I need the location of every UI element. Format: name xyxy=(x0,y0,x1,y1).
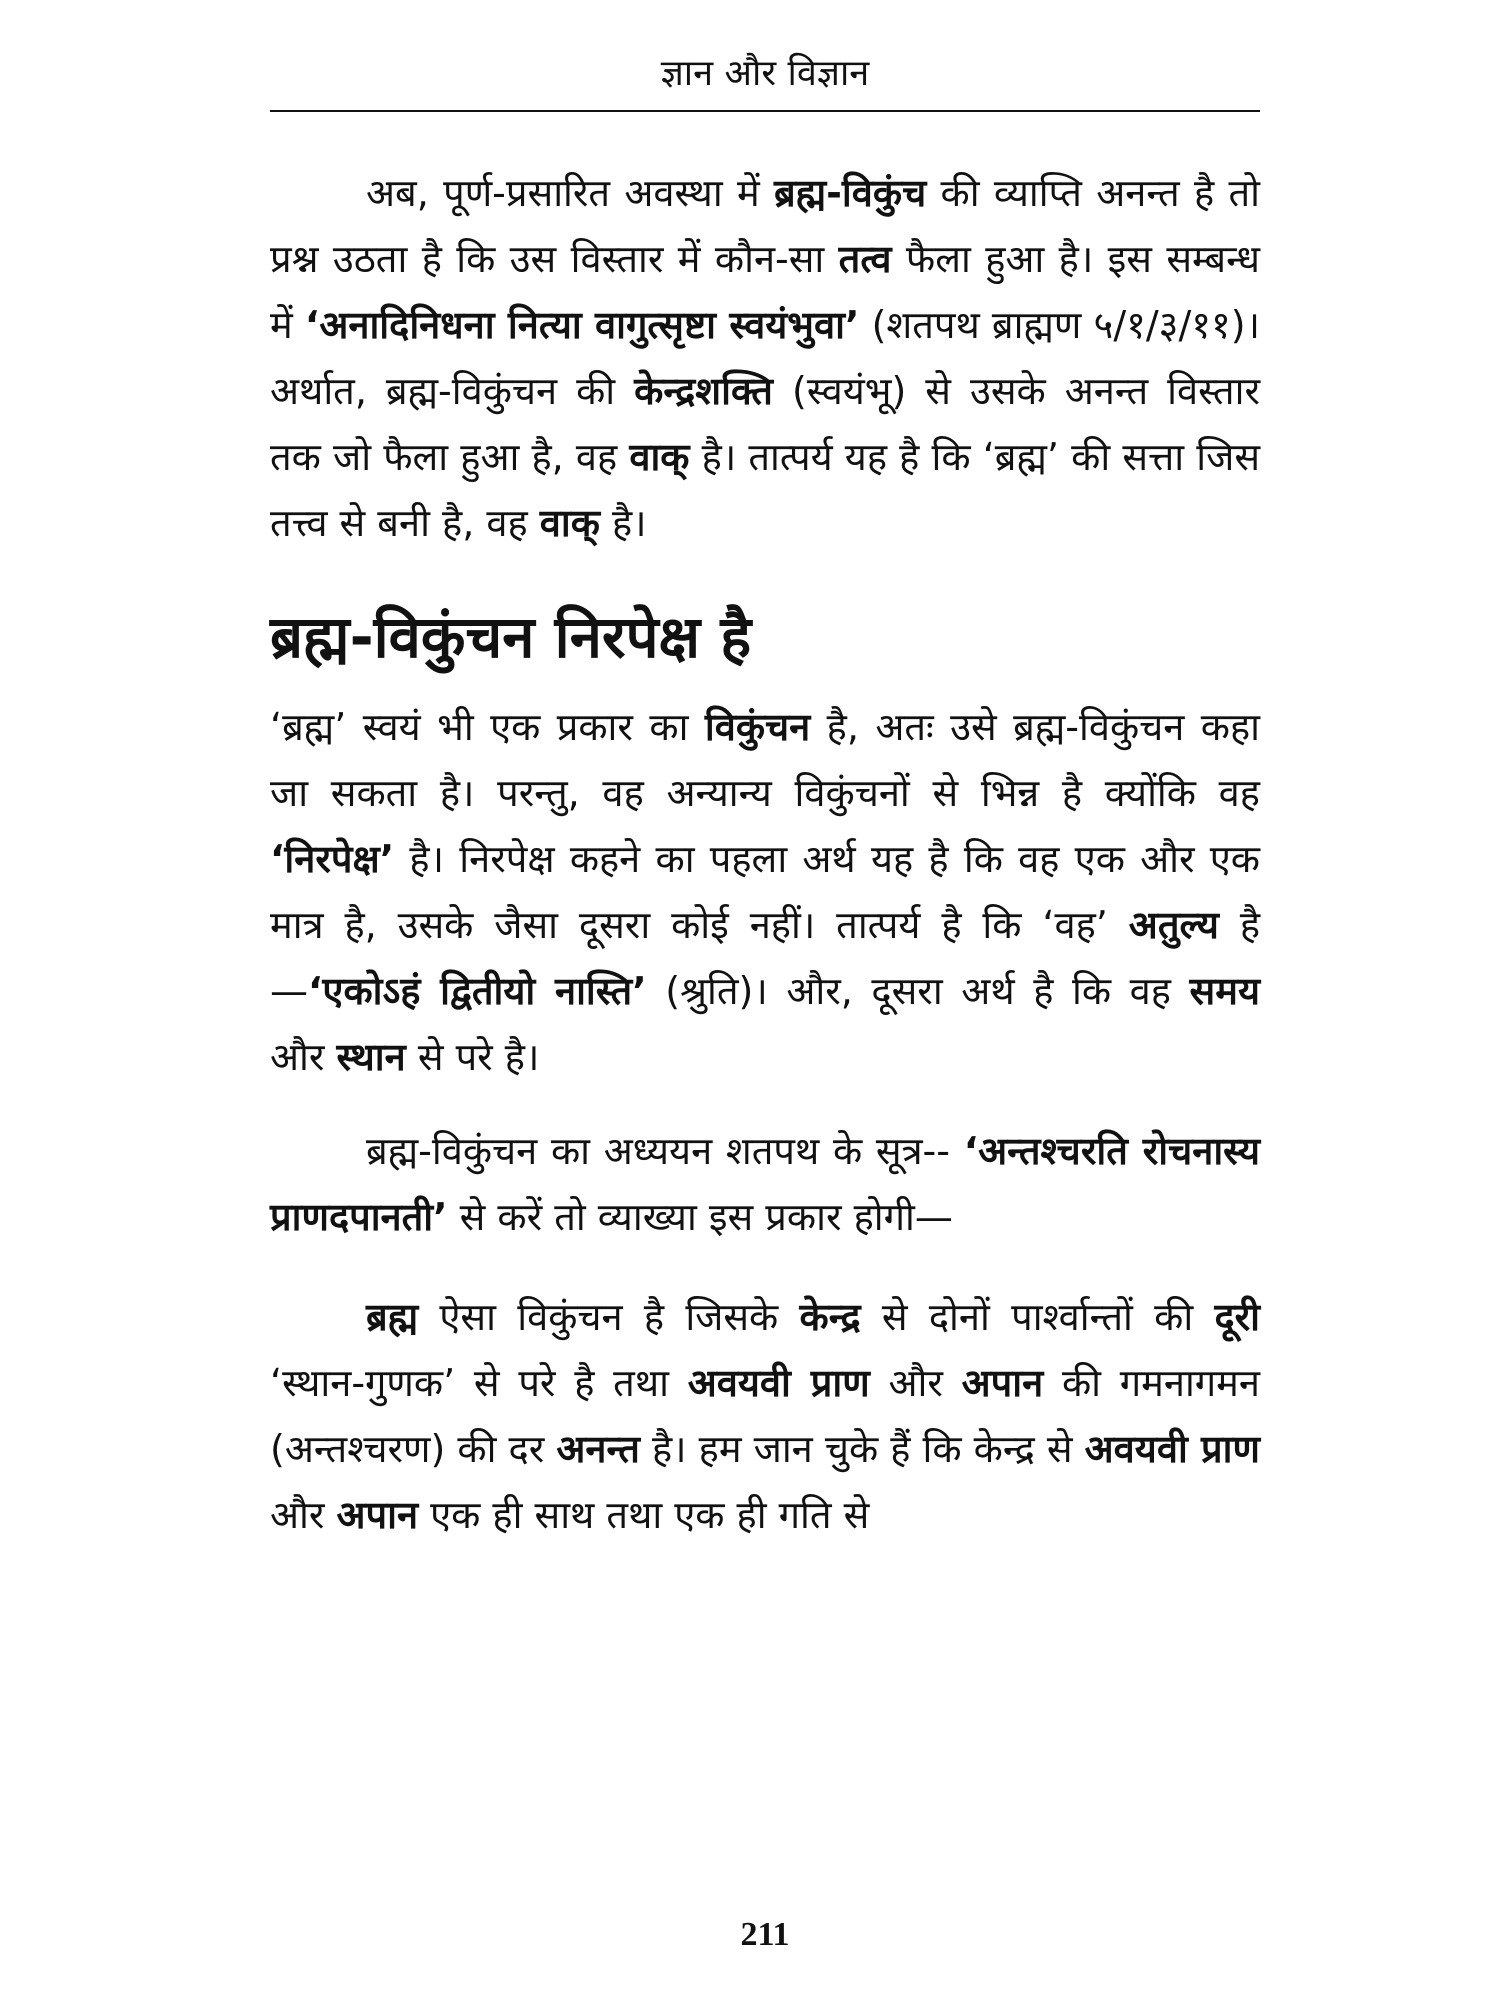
text-run: ऐसा विकुंचन है जिसके xyxy=(418,1295,800,1339)
text-run: और xyxy=(270,1493,337,1537)
running-title: ज्ञान और विज्ञान xyxy=(660,53,870,94)
text-run: ब्रह्म-विकुंचन का अध्ययन शतपथ के सूत्र-- xyxy=(366,1129,964,1173)
bold-term: अवयवी प्राण xyxy=(1084,1427,1260,1471)
bold-quote: ‘अन्तश्चरति रोचनास्य प्राणदपानती’ xyxy=(270,1129,1260,1239)
text-run: (श्रुति)। और, दूसरा अर्थ है कि वह xyxy=(646,969,1190,1013)
header-rule xyxy=(270,110,1260,112)
bold-term: विकुंचन xyxy=(704,705,811,749)
text-run: की व्याप्ति अनन्त है तो प्रश्न उठता है कि उस विस्तार में कौन-सा xyxy=(270,171,1260,281)
paragraph-gap xyxy=(270,1090,1260,1118)
bold-term: वाक् xyxy=(629,435,690,479)
paragraph-shatapatha-sutra xyxy=(270,1118,1260,1250)
bold-term: दूरी xyxy=(1214,1295,1260,1339)
bold-term: अतुल्य xyxy=(1128,903,1219,947)
text-run: और xyxy=(869,1361,962,1405)
text-run: और xyxy=(270,1035,337,1079)
text-run: से परे है। xyxy=(405,1035,540,1079)
text-run: है— xyxy=(270,903,1260,1013)
text-run: से करें तो व्याख्या इस प्रकार होगी— xyxy=(447,1195,953,1239)
text-run: की गमनागमन (अन्तश्चरण) की दर xyxy=(270,1361,1260,1471)
text-run: है। तात्पर्य यह है कि ‘ब्रह्म’ की सत्ता जिस तत्त्व से बनी है, वह xyxy=(270,435,1261,545)
bold-term: केन्द्र xyxy=(799,1295,861,1339)
text-run: अब, पूर्ण-प्रसारित अवस्था में xyxy=(366,171,775,215)
paragraph-vak-tattva xyxy=(270,160,1260,556)
paragraph-gap xyxy=(270,1250,1260,1284)
bold-term: ब्रह्म-विकुंच xyxy=(774,171,927,215)
text-run: ‘स्थान-गुणक’ से परे है तथा xyxy=(270,1361,688,1405)
bold-term: अनन्त xyxy=(556,1427,640,1471)
bold-term: अपान xyxy=(336,1493,419,1537)
section-heading: ब्रह्म-विकुंचन निरपेक्ष है xyxy=(270,603,752,671)
bold-term: वाक् xyxy=(539,501,600,545)
bold-quote: ‘एकोऽहं द्वितीयो नास्ति’ xyxy=(308,969,647,1013)
text-run: फैला हुआ है। इस सम्बन्ध में xyxy=(270,237,1260,347)
bold-term: अवयवी प्राण xyxy=(687,1361,870,1405)
text-run: (शतपथ ब्राह्मण ५/१/३/११)। अर्थात, ब्रह्म-विकुंचन की xyxy=(270,303,1260,413)
text-run: ‘ब्रह्म’ स्वयं भी एक प्रकार का xyxy=(270,705,705,749)
text-run: (स्वयंभू) से उसके अनन्त विस्तार तक जो फैला हुआ है, वह xyxy=(270,369,1260,479)
text-run: है। हम जान चुके हैं कि केन्द्र से xyxy=(639,1427,1085,1471)
bold-term: केन्द्रशक्ति xyxy=(634,369,773,413)
body-text xyxy=(270,160,1260,1548)
text-run: एक ही साथ तथा एक ही गति से xyxy=(418,1493,870,1537)
text-run: है। निरपेक्ष कहने का पहला अर्थ यह है कि वह एक और एक मात्र है, उसके जैसा दूसरा कोई नहीं। तात्पर्य है कि ‘वह’ xyxy=(270,837,1260,947)
text-run: है। xyxy=(599,501,647,545)
paragraph-nirpeksha xyxy=(270,694,1260,1090)
text-run: है, अतः उसे ब्रह्म-विकुंचन कहा जा सकता है। परन्तु, वह अन्यान्य विकुंचनों से भिन्न है क्योंकि वह xyxy=(270,705,1260,815)
bold-term: समय xyxy=(1189,969,1260,1013)
bold-quote: ‘निरपेक्ष’ xyxy=(270,837,395,881)
bold-term: स्थान xyxy=(336,1035,406,1079)
text-run: से दोनों पार्श्वान्तों की xyxy=(860,1295,1215,1339)
bold-term: ब्रह्म xyxy=(366,1295,419,1339)
bold-term: अपान xyxy=(961,1361,1044,1405)
bold-term: तत्व xyxy=(838,237,892,281)
paragraph-brahma-vikunchan xyxy=(270,1284,1260,1548)
page-number: 211 xyxy=(740,1916,790,1953)
bold-quote: ‘अनादिनिधना नित्या वागुत्सृष्टा स्वयंभुवा’ xyxy=(304,303,860,347)
